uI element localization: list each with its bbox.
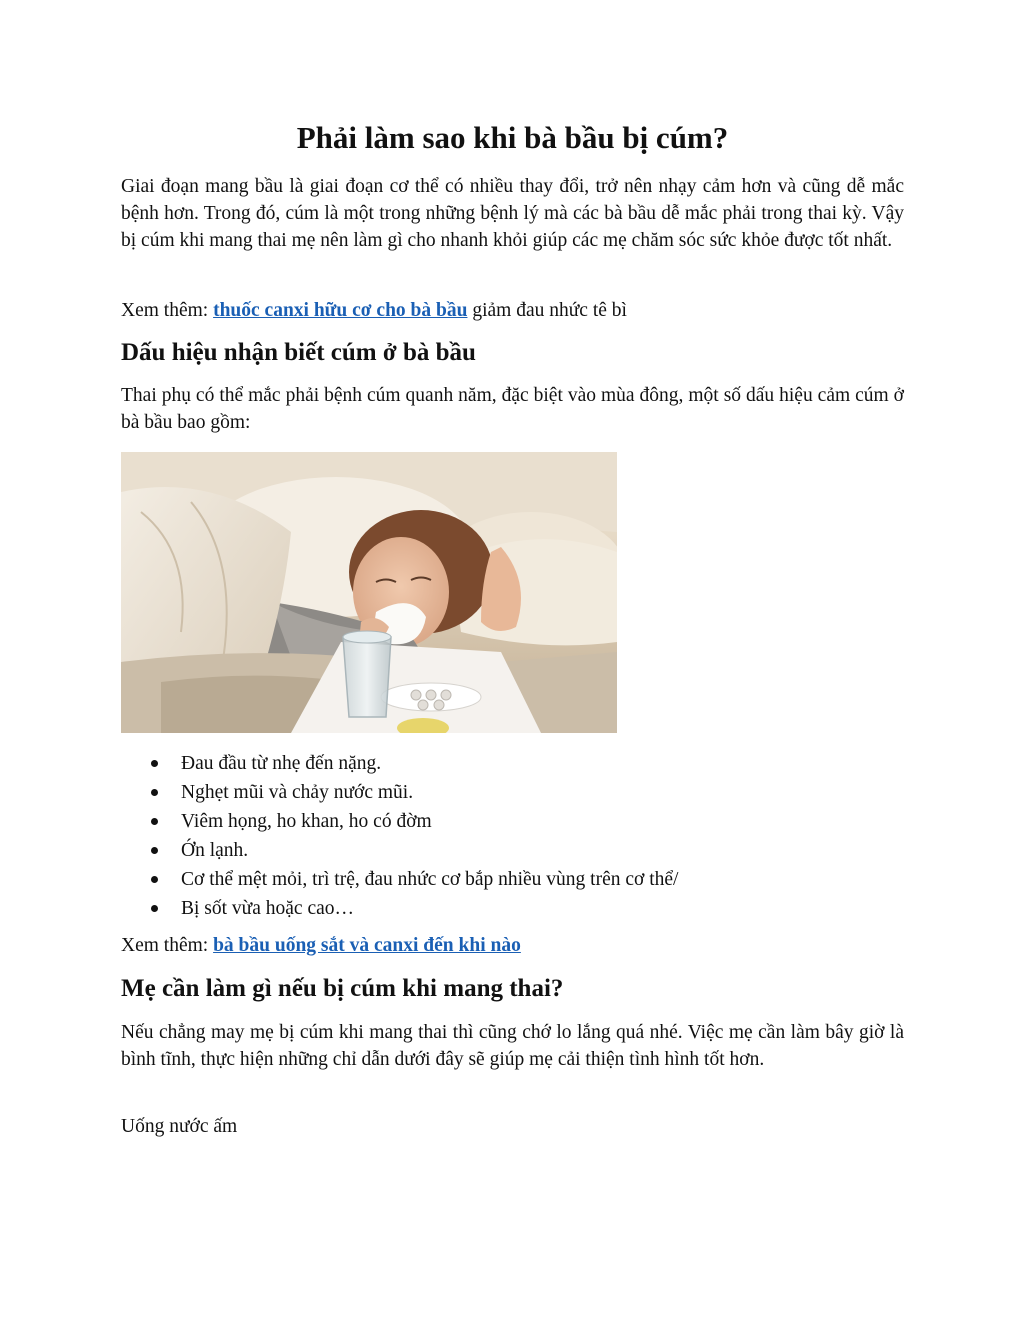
section-heading-symptoms: Dấu hiệu nhận biết cúm ở bà bầu xyxy=(121,339,476,366)
sick-woman-photo xyxy=(121,452,617,733)
symptom-list xyxy=(121,749,678,923)
list-item xyxy=(121,894,678,923)
symptoms-intro-paragraph: Thai phụ có thể mắc phải bệnh cúm quanh năm, đặc biệt vào mùa đông, một số dấu hiệu cảm cúm ở bà bầu bao gồm: xyxy=(121,385,904,433)
see-more-line-1 xyxy=(121,297,904,324)
what-to-do-paragraph: Nếu chẳng may mẹ bị cúm khi mang thai thì cũng chớ lo lắng quá nhé. Việc mẹ cần làm bây giờ là bình tĩnh, thực hiện những chỉ dẫn dưới đây sẽ giúp mẹ cải thiện tình hình tốt hơn. xyxy=(121,1022,904,1070)
link-iron-calcium[interactable]: bà bầu uống sắt và canxi đến khi nào xyxy=(213,935,521,956)
list-item-text: Bị sốt vừa hoặc cao… xyxy=(181,898,355,919)
list-item-text: Ớn lạnh. xyxy=(181,840,249,861)
intro-paragraph: Giai đoạn mang bầu là giai đoạn cơ thể có nhiều thay đổi, trở nên nhạy cảm hơn và cũng dễ mắc bệnh hơn. Trong đó, cúm là một trong những bệnh lý mà các bà bầu dễ mắc phải trong thai kỳ. Vậy bị cúm khi mang thai mẹ nên làm gì cho nhanh khỏi giúp các mẹ chăm sóc sức khỏe được tốt nhất. xyxy=(121,176,904,251)
section-heading-what-to-do: Mẹ cần làm gì nếu bị cúm khi mang thai? xyxy=(121,975,564,1002)
page-title: Phải làm sao khi bà bầu bị cúm? xyxy=(296,120,729,155)
list-item xyxy=(121,749,678,778)
list-item xyxy=(121,778,678,807)
list-item xyxy=(121,807,678,836)
list-item xyxy=(121,865,678,894)
list-item-text: Đau đầu từ nhẹ đến nặng. xyxy=(181,753,382,774)
bullet-icon xyxy=(151,789,158,796)
list-item xyxy=(121,836,678,865)
see-more-prefix: Xem thêm: xyxy=(121,935,214,956)
see-more-suffix: giảm đau nhức tê bì xyxy=(467,300,627,321)
bullet-icon xyxy=(151,876,158,883)
list-item-text: Cơ thể mệt mỏi, trì trệ, đau nhức cơ bắp nhiều vùng trên cơ thể/ xyxy=(181,869,679,890)
list-item-text: Nghẹt mũi và chảy nước mũi. xyxy=(181,782,414,803)
bullet-icon xyxy=(151,905,158,912)
list-item-text: Viêm họng, ho khan, ho có đờm xyxy=(181,811,432,832)
subheading-warm-water: Uống nước ấm xyxy=(121,1116,238,1137)
bullet-icon xyxy=(151,818,158,825)
see-more-line-2 xyxy=(121,932,904,959)
bullet-icon xyxy=(151,760,158,767)
bullet-icon xyxy=(151,847,158,854)
link-organic-calcium[interactable]: thuốc canxi hữu cơ cho bà bầu xyxy=(213,300,468,321)
see-more-prefix: Xem thêm: xyxy=(121,300,214,321)
